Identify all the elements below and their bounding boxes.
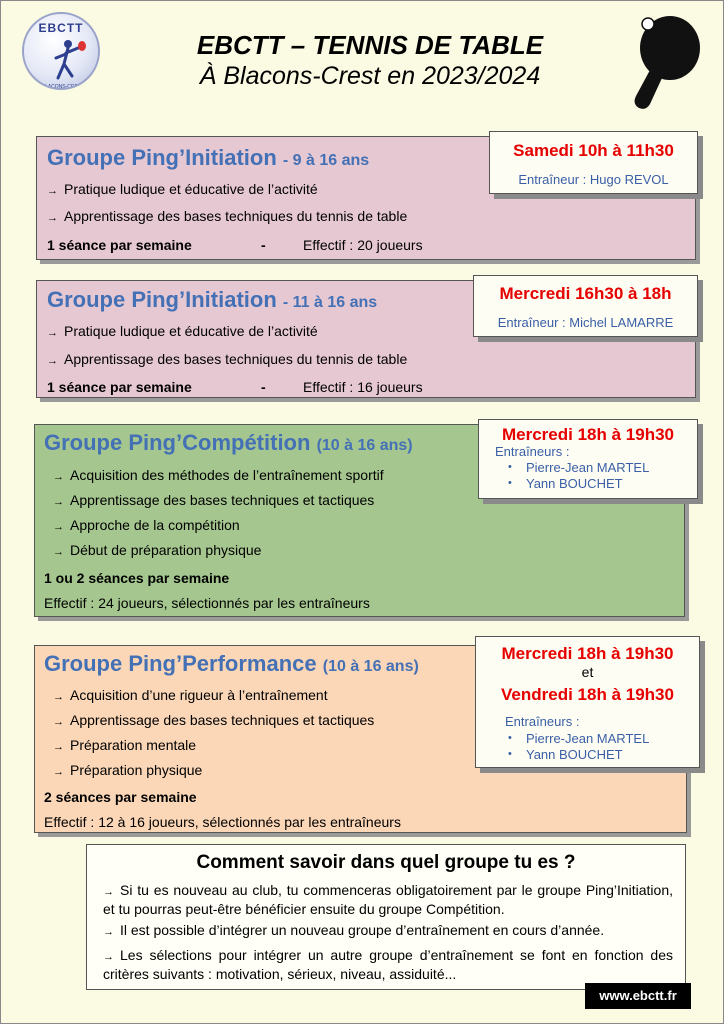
list-item — [53, 712, 374, 728]
list-item — [47, 181, 318, 197]
schedule-time: Samedi 10h à 11h30 — [513, 141, 674, 160]
club-logo — [22, 12, 100, 90]
group-name: Groupe Ping’Performance — [44, 651, 317, 676]
list-item — [47, 323, 318, 339]
right-arrow-icon: → — [53, 691, 64, 703]
website-link[interactable]: www.ebctt.fr — [585, 983, 691, 1009]
paddle-icon — [628, 12, 706, 112]
info-title: Comment savoir dans quel groupe tu es ? — [196, 852, 576, 873]
list-item — [47, 208, 407, 224]
group-age: (10 à 16 ans) — [322, 658, 419, 675]
schedule-time: Mercredi 16h30 à 18h — [499, 284, 672, 303]
coach-name: Entraîneur : Hugo REVOL — [518, 172, 669, 187]
svg-text:BLACONS-CREST: BLACONS-CREST — [41, 84, 85, 90]
info-paragraph-text: Il est possible d’intégrer un nouveau groupe d’entraînement en cours d’année. — [120, 922, 605, 938]
page-subtitle: À Blacons-Crest en 2023/2024 — [199, 62, 541, 90]
schedule-box — [473, 275, 698, 337]
schedule-time-2: Vendredi 18h à 19h30 — [501, 685, 674, 704]
right-arrow-icon: → — [103, 926, 114, 938]
effectif: Effectif : 16 joueurs — [303, 379, 423, 395]
info-paragraph-text: Les sélections pour intégrer un autre groupe d’entraînement se font en fonction des critères suivants : motivation, sérieux, niveau, assiduité... — [103, 947, 673, 982]
list-item-text: Début de préparation physique — [70, 542, 262, 558]
right-arrow-icon: → — [53, 471, 64, 483]
right-arrow-icon: → — [53, 546, 64, 558]
info-paragraph-text: Si tu es nouveau au club, tu commenceras obligatoirement par le groupe Ping’Initiation, et tu pourras peut-être bénéficier ensuite du groupe Compétition. — [103, 882, 673, 917]
schedule-box — [475, 636, 700, 768]
separator-dash: - — [261, 237, 266, 253]
list-item-text: Apprentissage des bases techniques et tactiques — [70, 712, 375, 728]
group-title — [47, 145, 369, 171]
list-item-text: Acquisition des méthodes de l’entraînement sportif — [70, 467, 384, 483]
coach-name: Yann BOUCHET — [526, 476, 623, 491]
coach-name: Pierre-Jean MARTEL — [526, 460, 650, 475]
right-arrow-icon: → — [53, 766, 64, 778]
effectif: Effectif : 12 à 16 joueurs, sélectionnés par les entraîneurs — [44, 814, 401, 830]
info-box — [86, 844, 686, 990]
coach-name: Entraîneur : Michel LAMARRE — [497, 315, 674, 330]
list-item — [53, 492, 374, 508]
schedule-time: Mercredi 18h à 19h30 — [501, 644, 674, 663]
bullet-dot-icon: • — [508, 748, 512, 760]
list-item-text: Apprentissage des bases techniques du tennis de table — [64, 208, 408, 224]
info-paragraph — [103, 947, 673, 983]
bullet-dot-icon: • — [508, 477, 512, 489]
sessions-count: 1 séance par semaine — [47, 237, 192, 253]
list-item — [47, 351, 407, 367]
right-arrow-icon: → — [47, 327, 58, 339]
sessions-count: 1 séance par semaine — [47, 379, 192, 395]
coach-label: Entraîneurs : — [495, 444, 570, 459]
logo-text: EBCTT — [38, 21, 84, 35]
effectif: Effectif : 24 joueurs, sélectionnés par les entraîneurs — [44, 595, 370, 611]
coach-name: Yann BOUCHET — [526, 747, 623, 762]
right-arrow-icon: → — [53, 741, 64, 753]
group-title — [44, 430, 413, 456]
bullet-dot-icon: • — [508, 461, 512, 473]
sessions-count: 1 ou 2 séances par semaine — [44, 570, 230, 586]
right-arrow-icon: → — [53, 716, 64, 728]
list-item — [53, 542, 261, 558]
list-item — [53, 687, 328, 703]
effectif: Effectif : 20 joueurs — [303, 237, 423, 253]
list-item-text: Approche de la compétition — [70, 517, 240, 533]
player-silhouette-icon — [24, 34, 100, 90]
list-item — [53, 737, 196, 753]
list-item-text: Apprentissage des bases techniques et tactiques — [70, 492, 375, 508]
right-arrow-icon: → — [53, 521, 64, 533]
group-age: (10 à 16 ans) — [316, 437, 413, 454]
list-item-text: Apprentissage des bases techniques du tennis de table — [64, 351, 408, 367]
group-title — [44, 651, 419, 677]
right-arrow-icon: → — [103, 951, 114, 963]
group-age: - 11 à 16 ans — [282, 294, 378, 311]
list-item — [53, 517, 240, 533]
group-age: - 9 à 16 ans — [282, 152, 370, 169]
right-arrow-icon: → — [53, 496, 64, 508]
schedule-box — [489, 131, 698, 194]
info-paragraph — [103, 922, 673, 941]
group-name: Groupe Ping’Compétition — [44, 430, 311, 455]
list-item-text: Acquisition d’une rigueur à l’entraînement — [70, 687, 328, 703]
group-title — [47, 287, 377, 313]
right-arrow-icon: → — [47, 185, 58, 197]
sessions-count: 2 séances par semaine — [44, 789, 197, 805]
separator-dash: - — [261, 379, 266, 395]
schedule-and: et — [581, 664, 594, 680]
schedule-box — [478, 419, 698, 499]
group-name: Groupe Ping’Initiation — [47, 287, 277, 312]
right-arrow-icon: → — [103, 886, 114, 898]
right-arrow-icon: → — [47, 355, 58, 367]
list-item — [53, 467, 384, 483]
page-title: EBCTT – TENNIS DE TABLE — [196, 30, 544, 60]
bullet-dot-icon: • — [508, 732, 512, 744]
list-item — [53, 762, 202, 778]
group-name: Groupe Ping’Initiation — [47, 145, 277, 170]
list-item-text: Pratique ludique et éducative de l’activité — [64, 323, 318, 339]
list-item-text: Pratique ludique et éducative de l’activité — [64, 181, 318, 197]
schedule-time: Mercredi 18h à 19h30 — [502, 425, 674, 444]
coach-label: Entraîneurs : — [505, 714, 580, 729]
list-item-text: Préparation physique — [70, 762, 203, 778]
right-arrow-icon: → — [47, 212, 58, 224]
list-item-text: Préparation mentale — [70, 737, 197, 753]
info-paragraph — [103, 882, 673, 918]
coach-name: Pierre-Jean MARTEL — [526, 731, 650, 746]
